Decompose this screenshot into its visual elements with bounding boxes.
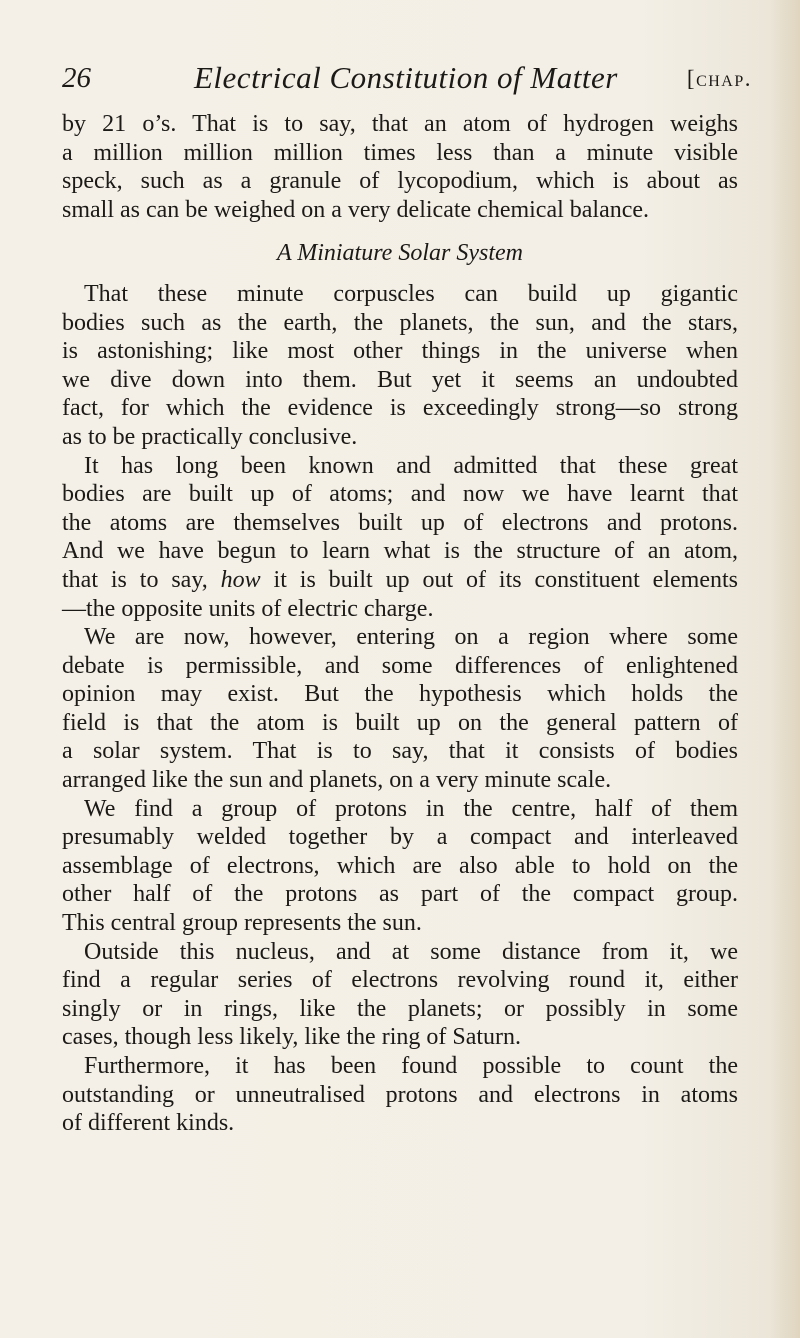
text-line: other half of the protons as part of the compact group. bbox=[62, 881, 738, 908]
emphasis-how: how bbox=[220, 566, 261, 593]
text-line: the atoms are themselves built up of electrons and protons. bbox=[62, 509, 738, 536]
paragraph bbox=[62, 280, 738, 452]
text-line: opinion may exist. But the hypothesis which holds the bbox=[62, 681, 738, 708]
text-line: a solar system. That is to say, that it consists of bodies bbox=[62, 738, 738, 765]
text-line: fact, for which the evidence is exceedingly strong—so strong bbox=[62, 395, 738, 422]
text-line: Outside this nucleus, and at some distance from it, we bbox=[84, 938, 738, 965]
text-line: Furthermore, it has been found possible to count the bbox=[84, 1053, 738, 1079]
text-line: outstanding or unneutralised protons and electrons in atoms bbox=[62, 1081, 738, 1108]
paragraph bbox=[62, 623, 738, 795]
text-segment: that is to say, bbox=[62, 566, 221, 593]
text-line: find a regular series of electrons revolving round it, either bbox=[62, 967, 738, 994]
text-line: we dive down into them. But yet it seems an undoubted bbox=[62, 366, 738, 393]
text-line-with-emphasis bbox=[62, 566, 738, 595]
running-head bbox=[62, 60, 752, 102]
text-line: And we have begun to learn what is the structure of an atom, bbox=[62, 538, 738, 565]
text-line: small as can be weighed on a very delicate chemical balance. bbox=[62, 196, 650, 223]
paragraph bbox=[62, 938, 738, 1052]
text-line: cases, though less likely, like the ring of Saturn. bbox=[62, 1024, 522, 1051]
text-line: by 21 o’s. That is to say, that an atom of hydrogen weighs bbox=[62, 111, 738, 137]
text-line: as to be practically conclusive. bbox=[62, 423, 358, 450]
text-line: We are now, however, entering on a region where some bbox=[84, 624, 738, 651]
text-line: —the opposite units of electric charge. bbox=[62, 595, 434, 622]
text-line: singly or in rings, like the planets; or possibly in some bbox=[62, 995, 738, 1022]
page-number: 26 bbox=[62, 62, 91, 94]
paragraph bbox=[62, 452, 738, 624]
running-title: Electrical Constitution of Matter bbox=[194, 60, 618, 95]
text-line: field is that the atom is built up on the general pattern of bbox=[62, 709, 738, 736]
paragraph bbox=[62, 795, 738, 938]
text-line: That these minute corpuscles can build up gigantic bbox=[84, 280, 738, 307]
chapter-marker: [chap. bbox=[686, 66, 752, 91]
text-line: is astonishing; like most other things in the universe when bbox=[62, 338, 738, 365]
text-line: speck, such as a granule of lycopodium, which is about as bbox=[62, 168, 738, 195]
text-line: arranged like the sun and planets, on a very minute scale. bbox=[62, 767, 612, 794]
text-line: It has long been known and admitted that these great bbox=[84, 452, 738, 479]
text-line: a million million million times less than a minute visible bbox=[62, 139, 738, 166]
text-line: debate is permissible, and some differences of enlightened bbox=[62, 652, 738, 679]
paragraph bbox=[62, 1052, 738, 1138]
text-line: This central group represents the sun. bbox=[62, 910, 422, 937]
text-line: We find a group of protons in the centre, half of them bbox=[84, 795, 738, 822]
section-heading: A Miniature Solar System bbox=[277, 240, 523, 267]
text-segment: it is built up out of its constituent elements bbox=[260, 566, 738, 593]
text-line: bodies are built up of atoms; and now we have learnt that bbox=[62, 481, 738, 508]
text-line: of different kinds. bbox=[62, 1110, 235, 1137]
text-line: assemblage of electrons, which are also able to hold on the bbox=[62, 852, 738, 879]
body-text bbox=[62, 110, 738, 1138]
paragraph-continuation bbox=[62, 110, 738, 224]
text-line: bodies such as the earth, the planets, the sun, and the stars, bbox=[62, 309, 738, 336]
text-line: presumably welded together by a compact and interleaved bbox=[62, 824, 738, 851]
